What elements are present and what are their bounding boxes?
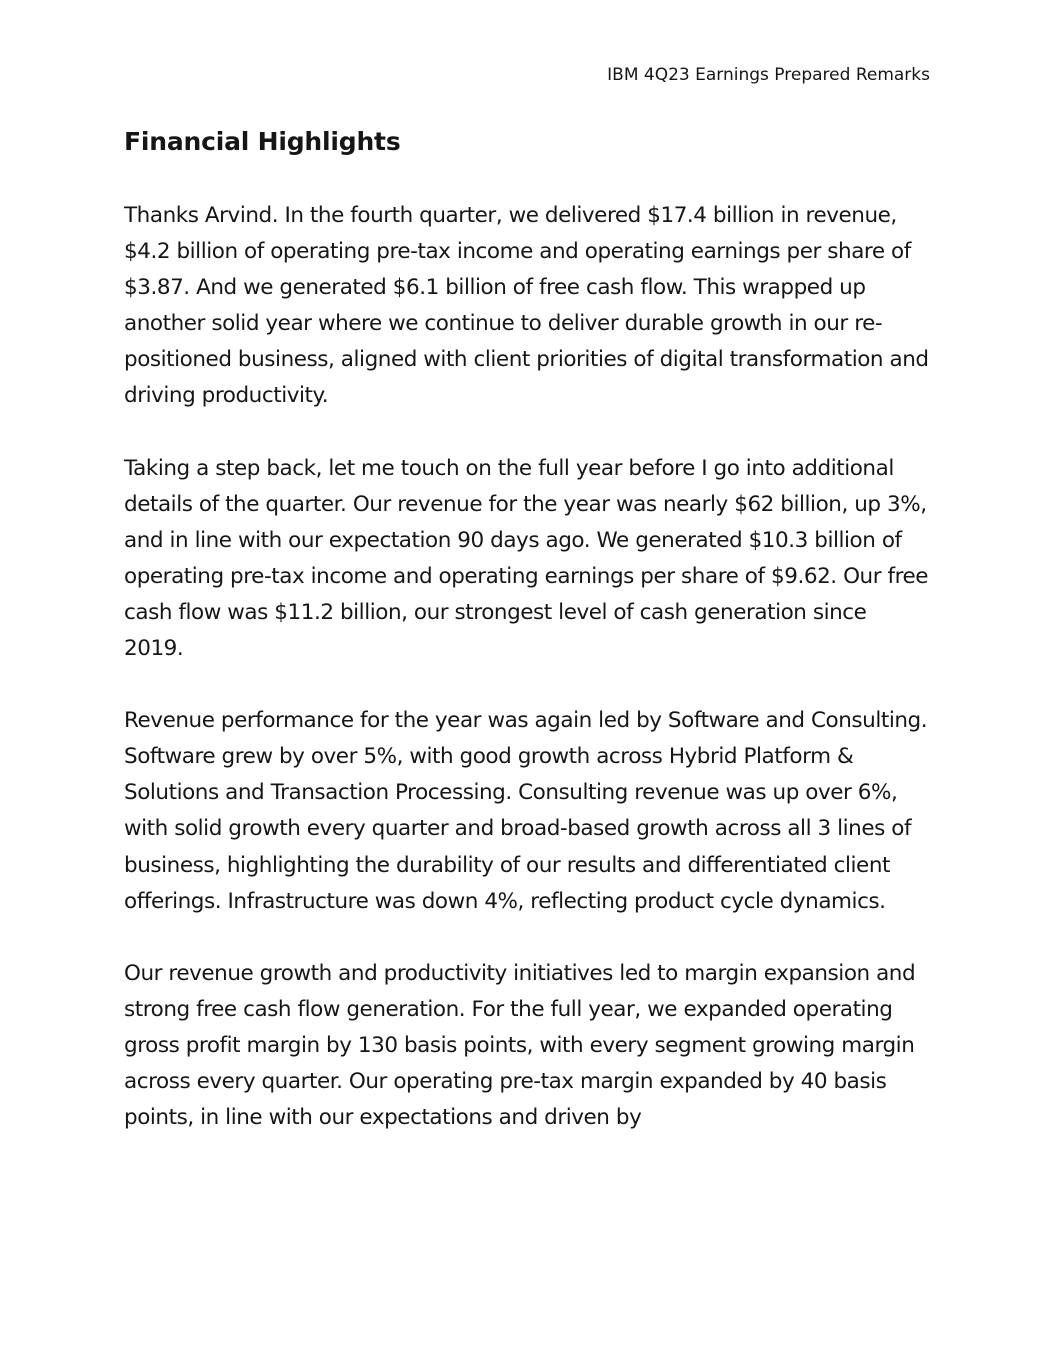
paragraph-revenue-performance: Revenue performance for the year was again led by Software and Consulting. Software grew by over 5%, with good growth across Hybrid Platform & Solutions and Transaction Processing. Consulting revenue was up over 6%, with solid growth every quarter and broad-based growth across all 3 lines of business, highlighting the durability of our results and differentiated client offerings. Infrastructure was down 4%, reflecting product cycle dynamics. — [124, 708, 928, 914]
section-title: Financial Highlights — [124, 127, 401, 156]
paragraph-fourth-quarter: Thanks Arvind. In the fourth quarter, we delivered $17.4 billion in revenue, $4.2 billion of operating pre-tax income and operating earnings per share of $3.87. And we generated $6.1 billion of free cash flow. This wrapped up another solid year where we continue to deliver durable growth in our re-positioned business, aligned with client priorities of digital transformation and driving productivity. — [124, 203, 929, 409]
running-header: IBM 4Q23 Earnings Prepared Remarks — [607, 65, 930, 85]
document-body — [124, 124, 932, 1136]
paragraph-full-year: Taking a step back, let me touch on the full year before I go into additional details of the quarter. Our revenue for the year was nearly $62 billion, up 3%, and in line with our expectation 90 days ago. We generated $10.3 billion of operating pre-tax income and operating earnings per share of $9.62. Our free cash flow was $11.2 billion, our strongest level of cash generation since 2019. — [124, 455, 929, 662]
paragraph-margin-expansion: Our revenue growth and productivity initiatives led to margin expansion and strong free cash flow generation. For the full year, we expanded operating gross profit margin by 130 basis points, with every segment growing margin across every quarter. Our operating pre-tax margin expanded by 40 basis points, in line with our expectations and driven by — [124, 960, 916, 1131]
